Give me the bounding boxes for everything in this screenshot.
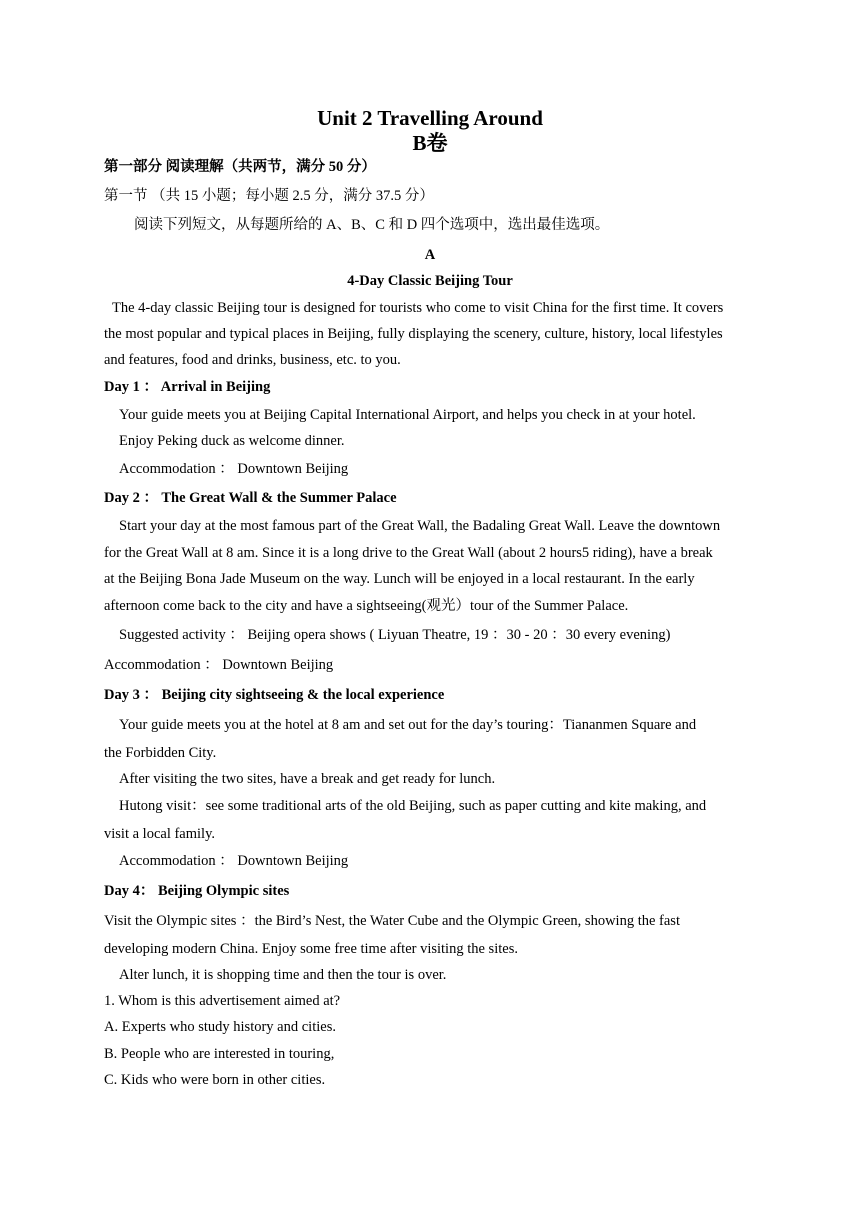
day3-line: Hutong visit：see some traditional arts of the old Beijing, such as paper cutting and kite making, and bbox=[119, 798, 707, 814]
day2-line: for the Great Wall at 8 am. Since it is a long drive to the Great Wall (about 2 hours5 riding), have a break bbox=[104, 545, 713, 561]
instruction-text: 阅读下列短文，从每题所给的 A、B、C 和 D 四个选项中，选出最佳选项。 bbox=[134, 217, 610, 233]
day2-line: afternoon come back to the city and have a sightseeing(观光）tour of the Summer Palace. bbox=[104, 598, 629, 614]
day3-line: Your guide meets you at the hotel at 8 am and set out for the day’s touring：Tiananmen Square and bbox=[119, 717, 697, 733]
day2-line: Suggested activity ： Beijing opera shows ( Liyuan Theatre, 19 ：30 - 20 ：30 every evening) bbox=[119, 627, 671, 643]
intro-line: the most popular and typical places in Beijing, fully displaying the scenery, culture, history, local lifestyles bbox=[104, 326, 723, 342]
section-heading: 第一节 （共 15 小题；每小题 2.5 分，满分 37.5 分） bbox=[104, 188, 434, 204]
part-heading: 第一部分 阅读理解（共两节，满分 50 分） bbox=[104, 159, 376, 175]
intro-line: and features, food and drinks, business, etc. to you. bbox=[104, 352, 401, 368]
day3-line: Accommodation ： Downtown Beijing bbox=[119, 853, 349, 869]
answer-option: A. Experts who study history and cities. bbox=[104, 1019, 336, 1035]
day3-line: visit a local family. bbox=[104, 826, 216, 842]
answer-option: C. Kids who were born in other cities. bbox=[104, 1072, 326, 1088]
day4-line: Visit the Olympic sites ：the Bird’s Nest, the Water Cube and the Olympic Green, showing the fast bbox=[104, 913, 680, 929]
day3-heading: Day 3 ： Beijing city sightseeing & the local experience bbox=[104, 687, 445, 703]
day3-line: After visiting the two sites, have a break and get ready for lunch. bbox=[119, 771, 496, 787]
day4-line: developing modern China. Enjoy some free time after visiting the sites. bbox=[104, 941, 518, 957]
passage-label: A bbox=[424, 247, 436, 263]
day3-line: the Forbidden City. bbox=[104, 745, 217, 761]
day4-heading: Day 4： Beijing Olympic sites bbox=[104, 883, 290, 899]
question-stem: 1. Whom is this advertisement aimed at? bbox=[104, 993, 341, 1009]
day2-line: Accommodation ： Downtown Beijing bbox=[104, 657, 334, 673]
document-title: Unit 2 Travelling Around bbox=[317, 106, 543, 130]
answer-option: B. People who are interested in touring, bbox=[104, 1046, 335, 1062]
intro-line: The 4-day classic Beijing tour is designed for tourists who come to visit China for the first time. It covers bbox=[112, 300, 724, 316]
day2-line: at the Beijing Bona Jade Museum on the way. Lunch will be enjoyed in a local restaurant. In the early bbox=[104, 571, 695, 587]
day2-line: Start your day at the most famous part of the Great Wall, the Badaling Great Wall. Leave the downtown bbox=[119, 518, 721, 534]
day1-line: Accommodation ： Downtown Beijing bbox=[119, 461, 349, 477]
day2-heading: Day 2 ： The Great Wall & the Summer Palace bbox=[104, 490, 397, 506]
passage-title: 4-Day Classic Beijing Tour bbox=[347, 273, 513, 289]
document-subtitle: B卷 bbox=[412, 131, 448, 155]
day1-line: Enjoy Peking duck as welcome dinner. bbox=[119, 433, 345, 449]
day1-heading: Day 1 ： Arrival in Beijing bbox=[104, 379, 271, 395]
day1-line: Your guide meets you at Beijing Capital International Airport, and helps you check in at your hotel. bbox=[119, 407, 696, 423]
day4-line: Alter lunch, it is shopping time and then the tour is over. bbox=[119, 967, 447, 983]
